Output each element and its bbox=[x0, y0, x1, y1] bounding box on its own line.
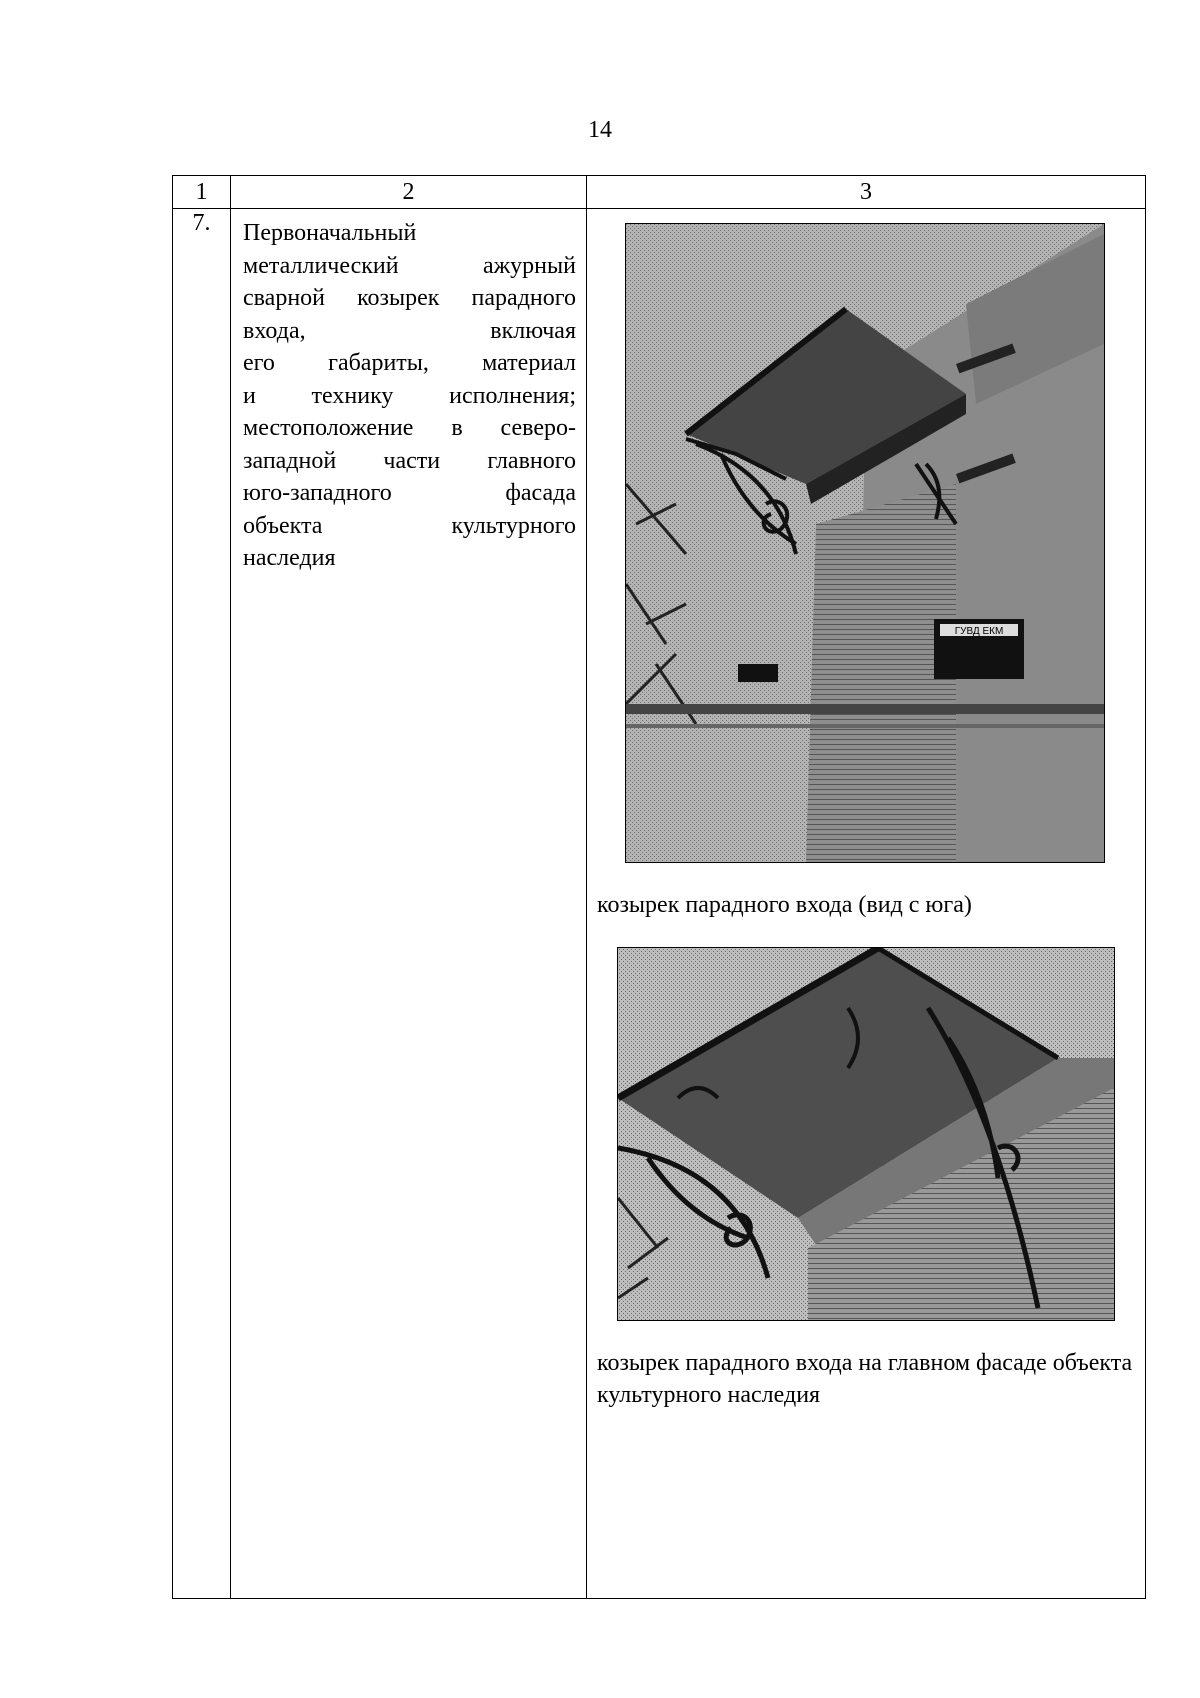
description-line: объекта культурного bbox=[243, 512, 576, 539]
photo-canopy-south-view bbox=[625, 223, 1105, 863]
page-number: 14 bbox=[588, 117, 612, 143]
description-line: Первоначальный bbox=[243, 220, 417, 246]
header-row bbox=[173, 176, 1146, 209]
photo-canopy-main-facade bbox=[617, 947, 1115, 1321]
header-col-1: 1 bbox=[173, 176, 231, 209]
sign-label: ГУВД ЕКМ bbox=[954, 626, 1004, 637]
description-line: его габариты, материал bbox=[243, 350, 576, 376]
photo-cell bbox=[587, 209, 1146, 1599]
description-line: наследия bbox=[243, 545, 336, 571]
header-col-2: 2 bbox=[231, 176, 587, 209]
description-line: сварной козырек парадного bbox=[243, 285, 576, 311]
photo-caption: козырек парадного входа на главном фасаде объекта культурного наследия bbox=[597, 1350, 1133, 1408]
description-cell bbox=[231, 209, 587, 1599]
row-number: 7. bbox=[173, 209, 231, 1599]
description-line: местоположение в северо- bbox=[243, 415, 576, 441]
photo-caption: козырек парадного входа (вид с юга) bbox=[597, 892, 972, 918]
description-line: западной части главного bbox=[243, 447, 576, 474]
heritage-table bbox=[172, 175, 1146, 1599]
table-row bbox=[173, 209, 1146, 1599]
header-col-3: 3 bbox=[587, 176, 1146, 209]
canopy-main-facade-image bbox=[618, 948, 1114, 1320]
description-line: входа, включая bbox=[243, 317, 576, 344]
description-line: юго-западного фасада bbox=[243, 480, 576, 506]
description-line: и технику исполнения; bbox=[243, 382, 576, 409]
object-description bbox=[231, 209, 586, 575]
canopy-south-view-image bbox=[626, 224, 1104, 862]
description-line: металлический ажурный bbox=[243, 252, 576, 279]
